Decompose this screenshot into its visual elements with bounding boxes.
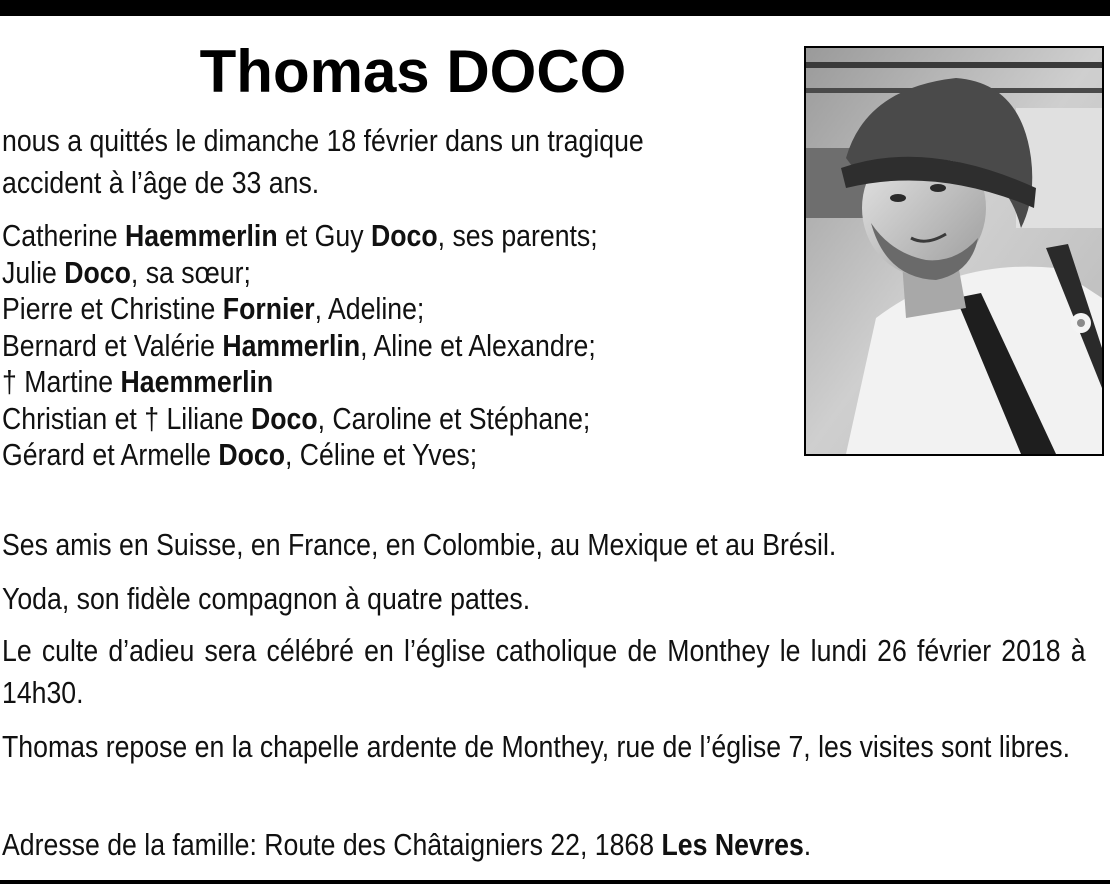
portrait-illustration <box>806 48 1102 454</box>
ceremony-text: Le culte d’adieu sera célébré en l’église catholique de Monthey le lundi 26 février 2018 à 14h30. <box>2 633 1086 710</box>
viewing-text: Thomas repose en la chapelle ardente de Monthey, rue de l’église 7, les visites sont libres. <box>2 729 1070 764</box>
bottom-border-rule <box>0 880 1110 884</box>
friends-text: Ses amis en Suisse, en France, en Colombie, au Mexique et au Brésil. <box>2 527 837 562</box>
deceased-name: Thomas DOCO <box>199 38 627 105</box>
address-locality: Les Nevres <box>661 827 804 862</box>
pet-text: Yoda, son fidèle compagnon à quatre pattes. <box>2 581 531 616</box>
portrait-photo <box>804 46 1104 456</box>
family-line: Bernard et Valérie Hammerlin, Aline et Alexandre; <box>2 327 596 363</box>
family-list <box>2 218 776 474</box>
family-line: † Martine Haemmerlin <box>2 364 274 399</box>
top-border-rule <box>0 0 1110 16</box>
family-address: Adresse de la famille: Route des Châtaigniers 22, 1868 Les Nevres. <box>2 827 812 862</box>
family-line: Catherine Haemmerlin et Guy Doco, ses parents; <box>2 218 598 253</box>
family-line: Christian et † Liliane Doco, Caroline et Stéphane; <box>2 400 591 436</box>
family-line: Pierre et Christine Fornier, Adeline; <box>2 291 425 326</box>
family-line: Julie Doco, sa sœur; <box>2 254 251 290</box>
intro-text: nous a quittés le dimanche 18 février dans un tragique accident à l’âge de 33 ans. <box>2 123 644 200</box>
family-line: Gérard et Armelle Doco, Céline et Yves; <box>2 437 478 472</box>
